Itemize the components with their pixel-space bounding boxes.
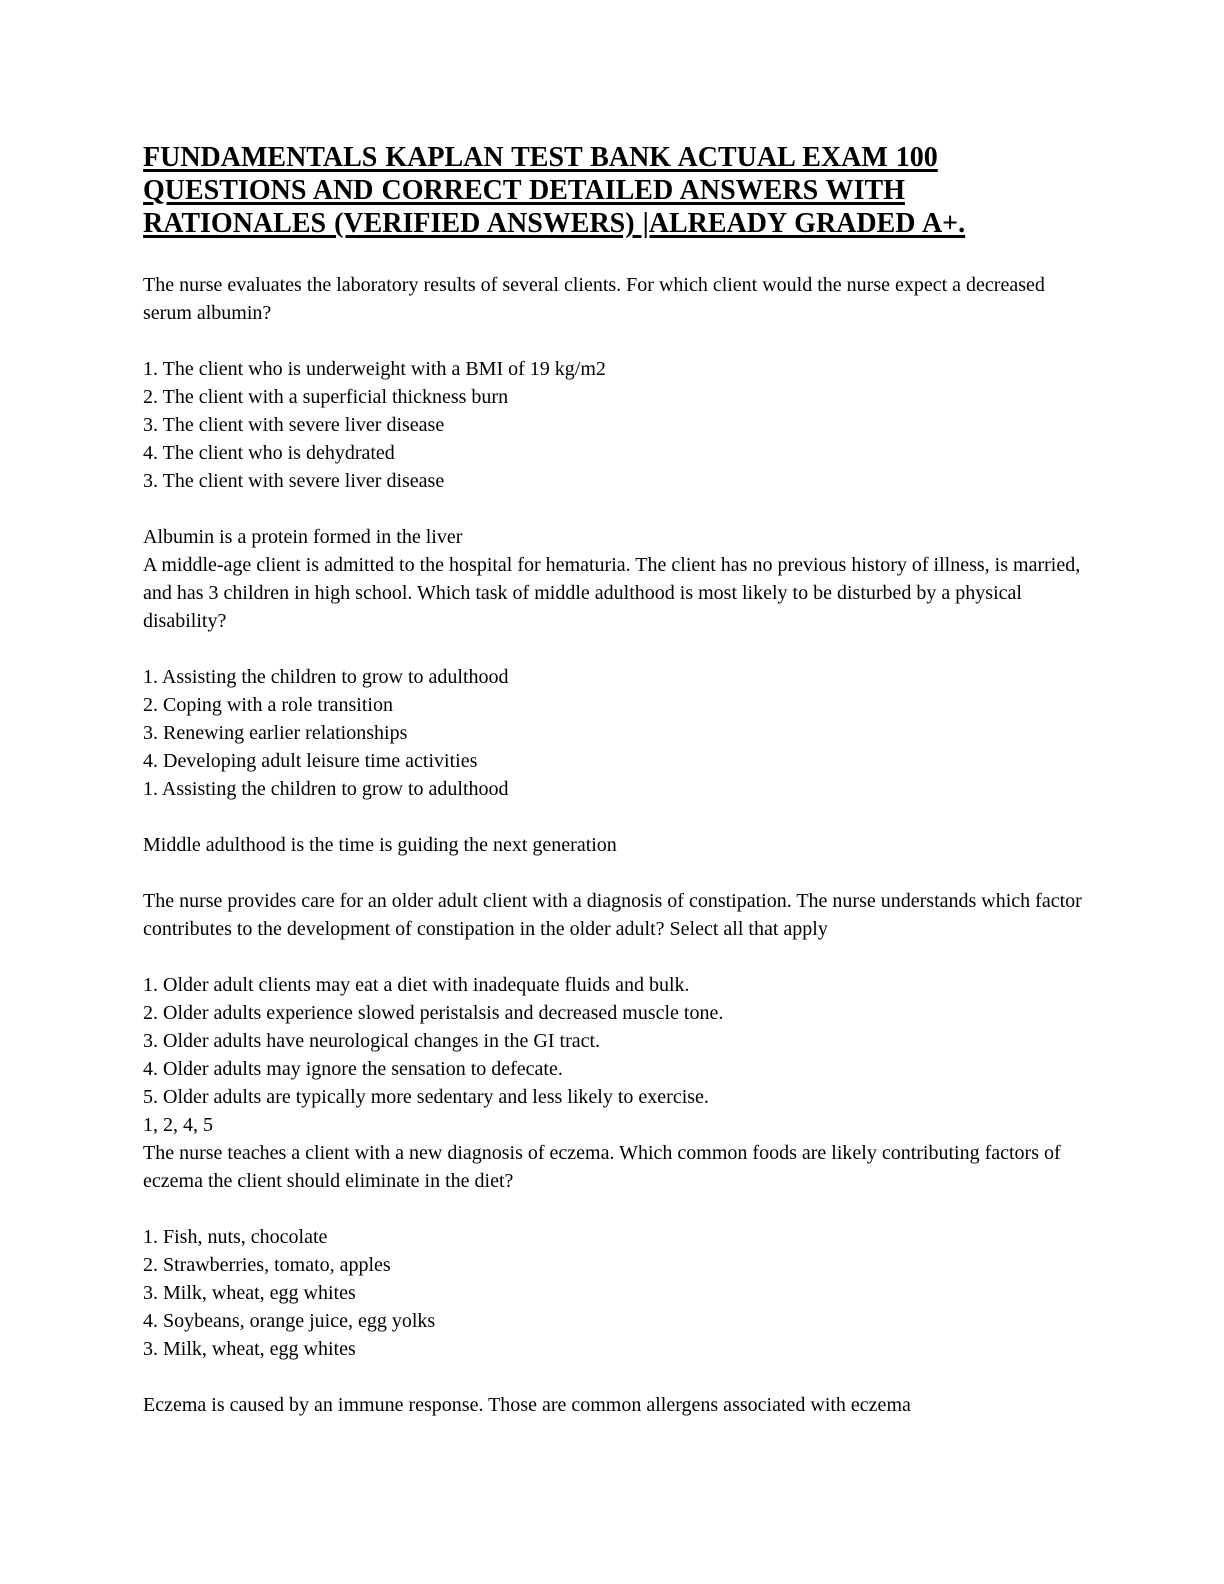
option-line: 4. Soybeans, orange juice, egg yolks — [143, 1310, 436, 1332]
question-stem-text: The nurse evaluates the laboratory results of several clients. For which client would the nurse expect a decreased serum albumin? — [143, 274, 1045, 324]
option-line: 1. The client who is underweight with a BMI of 19 kg/m2 — [143, 358, 606, 380]
question-4-rationale — [143, 1391, 1086, 1419]
option-line: 2. Coping with a role transition — [143, 694, 393, 716]
question-stem-text: The nurse teaches a client with a new diagnosis of eczema. Which common foods are likely contributing factors of eczema the client should eliminate in the diet? — [143, 1142, 1061, 1192]
document-title: FUNDAMENTALS KAPLAN TEST BANK ACTUAL EXAM 100 QUESTIONS AND CORRECT DETAILED ANSWERS WITH RATIONALES (VERIFIED ANSWERS) |ALREADY GRADED A+. — [143, 142, 966, 239]
question-stem-text: The nurse provides care for an older adult client with a diagnosis of constipation. The nurse understands which factor contributes to the development of constipation in the older adult? Select all that apply — [143, 890, 1082, 940]
question-3-stem — [143, 887, 1086, 943]
answer-line: 3. Milk, wheat, egg whites — [143, 1338, 356, 1360]
question-1-stem — [143, 271, 1086, 327]
option-line: 4. Developing adult leisure time activities — [143, 750, 478, 772]
rationale-text: Albumin is a protein formed in the liver — [143, 526, 463, 548]
rationale-text: Eczema is caused by an immune response. Those are common allergens associated with eczema — [143, 1394, 911, 1416]
question-4-options — [143, 1223, 1086, 1363]
option-line: 3. Milk, wheat, egg whites — [143, 1282, 356, 1304]
option-line: 4. The client who is dehydrated — [143, 442, 395, 464]
question-1-rationale-and-question-2-stem — [143, 523, 1086, 635]
answer-line: 3. The client with severe liver disease — [143, 470, 445, 492]
question-2-options — [143, 663, 1086, 803]
option-line: 4. Older adults may ignore the sensation to defecate. — [143, 1058, 563, 1080]
answer-line: 1. Assisting the children to grow to adulthood — [143, 778, 509, 800]
option-line: 1. Fish, nuts, chocolate — [143, 1226, 328, 1248]
rationale-text: Middle adulthood is the time is guiding the next generation — [143, 834, 617, 856]
question-1-options — [143, 355, 1086, 495]
option-line: 3. Renewing earlier relationships — [143, 722, 408, 744]
answer-line: 1, 2, 4, 5 — [143, 1114, 213, 1136]
question-2-rationale — [143, 831, 1086, 859]
option-line: 2. Older adults experience slowed peristalsis and decreased muscle tone. — [143, 1002, 724, 1024]
option-line: 5. Older adults are typically more sedentary and less likely to exercise. — [143, 1086, 709, 1108]
option-line: 2. Strawberries, tomato, apples — [143, 1254, 391, 1276]
question-3-options-answer-and-question-4-stem — [143, 971, 1086, 1195]
option-line: 3. The client with severe liver disease — [143, 414, 445, 436]
option-line: 1. Older adult clients may eat a diet with inadequate fluids and bulk. — [143, 974, 690, 996]
option-line: 3. Older adults have neurological changes in the GI tract. — [143, 1030, 601, 1052]
question-stem-text: A middle-age client is admitted to the hospital for hematuria. The client has no previous history of illness, is married, and has 3 children in high school. Which task of middle adulthood is most likely to be disturbed by a physical disability? — [143, 554, 1081, 632]
option-line: 1. Assisting the children to grow to adulthood — [143, 666, 509, 688]
option-line: 2. The client with a superficial thickness burn — [143, 386, 509, 408]
